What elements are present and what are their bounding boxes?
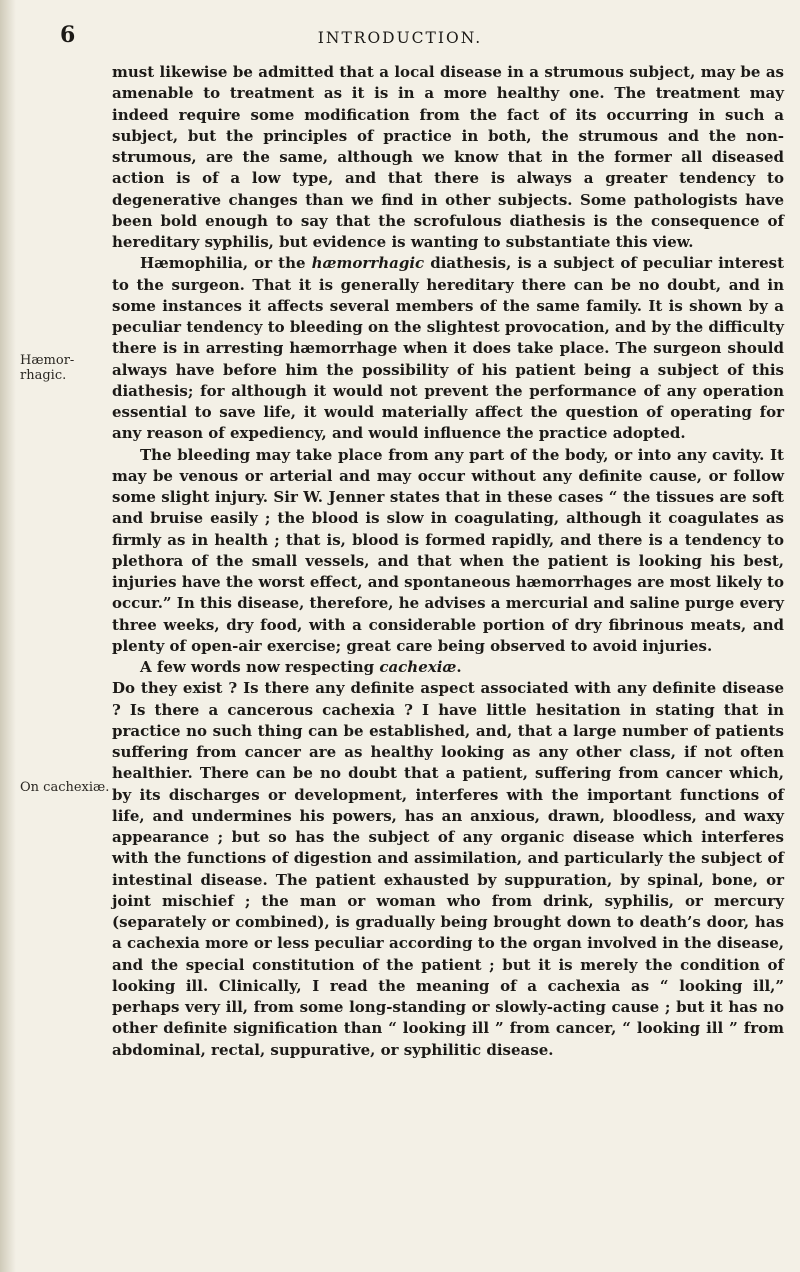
- page-number: 6: [60, 22, 76, 48]
- paragraph-text: diathesis, is a subject of peculiar interest to the surgeon. That it is generally hereditary there can be no doubt, and in some instances it affects several members of the same family. It is shown by a peculiar tendency to bleeding on the slightest provocation, and by the difficulty there is in arresting hæmorrhage when it does take place. The surgeon should always have before him the possibility of his patient being a subject of this diathesis; for although it would not prevent the performance of any operation essential to save life, it would materially affect the question of operating for any reason of expediency, and would influence the practice adopted.: [112, 254, 784, 443]
- italic-term-cachexiae: cachexiæ: [379, 658, 457, 676]
- paragraph-text: The bleeding may take place from any part of the body, or into any cavity. It may be venous or arterial and may occur without any definite cause, or follow some slight injury. Sir W. Jenner states that in these cases “ the tissues are soft and bruise easily ; the blood is slow in coagulating, although it coagulates as firmly as in health ; that is, blood is formed rapidly, and there is a tendency to plethora of the small vessels, and that when the patient is looking his best, injuries have the worst effect, and spontaneous hæmorrhages are most likely to occur.” In this disease, therefore, he advises a mercurial and saline purge every three weeks, dry food, with a considerable portion of dry fibrinous meats, and plenty of open-air exercise; great care being observed to avoid injuries.: [112, 445, 784, 655]
- body-text: [112, 62, 784, 1061]
- paragraph-bleeding: [112, 445, 784, 658]
- paragraph-text: .: [456, 658, 462, 676]
- margin-note-cachexiae: On cachexiæ.: [20, 780, 110, 795]
- paragraph-text: Do they exist ? Is there any definite aspect associated with any definite disease ? Is there a cancerous cachexia ? I have little hesitation in stating that in practice no such thing can be established, and, that a large number of patients suffering from cancer are as healthy looking as any other class, if not often healthier. There can be no doubt that a patient, suffering from cancer which, by its discharges or development, interferes with the important functions of life, and undermines his powers, has an anxious, drawn, bloodless, and waxy appearance ; but so has the subject of any organic disease which interferes with the functions of digestion and assimilation, and particularly the subject of intestinal disease. The patient exhausted by suppuration, by spinal, bone, or joint mischief ; the man or woman who from drink, syphilis, or mercury (separately or combined), is gradually being brought down to death’s door, has a cachexia more or less peculiar according to the organ involved in the disease, and the special constitution of the patient ; but it is merely the condition of looking ill. Clinically, I read the meaning of a cachexia as “ looking ill,” perhaps very ill, from some long-standing or slowly-acting cause ; but it has no other definite signification than “ looking ill ” from cancer, “ looking ill ” from abdominal, rectal, suppurative, or syphilitic disease.: [112, 679, 784, 1059]
- italic-term-haemorrhagic: hæmorrhagic: [311, 254, 425, 273]
- paragraph-lead: A few words now respecting: [140, 658, 380, 676]
- margin-note-haemorrhagic-line1: Hæmor-: [20, 353, 75, 368]
- paragraph-cachexiae: [112, 678, 784, 1061]
- paragraph-haemophilia: [112, 253, 784, 444]
- paragraph-text: must likewise be admitted that a local disease in a strumous subject, may be as amenable to treatment as it is in a more healthy one. The treatment may indeed require some modification from the fact of its occurring in such a subject, but the principles of practice in both, the strumous and the non-strumous, are the same, although we know that in the former all diseased action is of a low type, and that there is always a greater tendency to degenerative changes than we find in other subjects. Some pathologists have been bold enough to say that the scrofulous diathesis is the consequence of hereditary syphilis, but evidence is wanting to substantiate this view.: [112, 63, 784, 251]
- paragraph-strumous: [112, 62, 784, 253]
- page-header: [0, 22, 800, 52]
- paragraph-cachexiae-intro: [112, 657, 784, 678]
- margin-note-haemorrhagic: [20, 353, 74, 383]
- running-title: INTRODUCTION.: [317, 29, 483, 47]
- binding-gutter-shadow: [0, 0, 16, 1272]
- paragraph-lead: Hæmophilia, or the: [140, 254, 312, 273]
- margin-note-haemorrhagic-line2: rhagic.: [20, 368, 67, 383]
